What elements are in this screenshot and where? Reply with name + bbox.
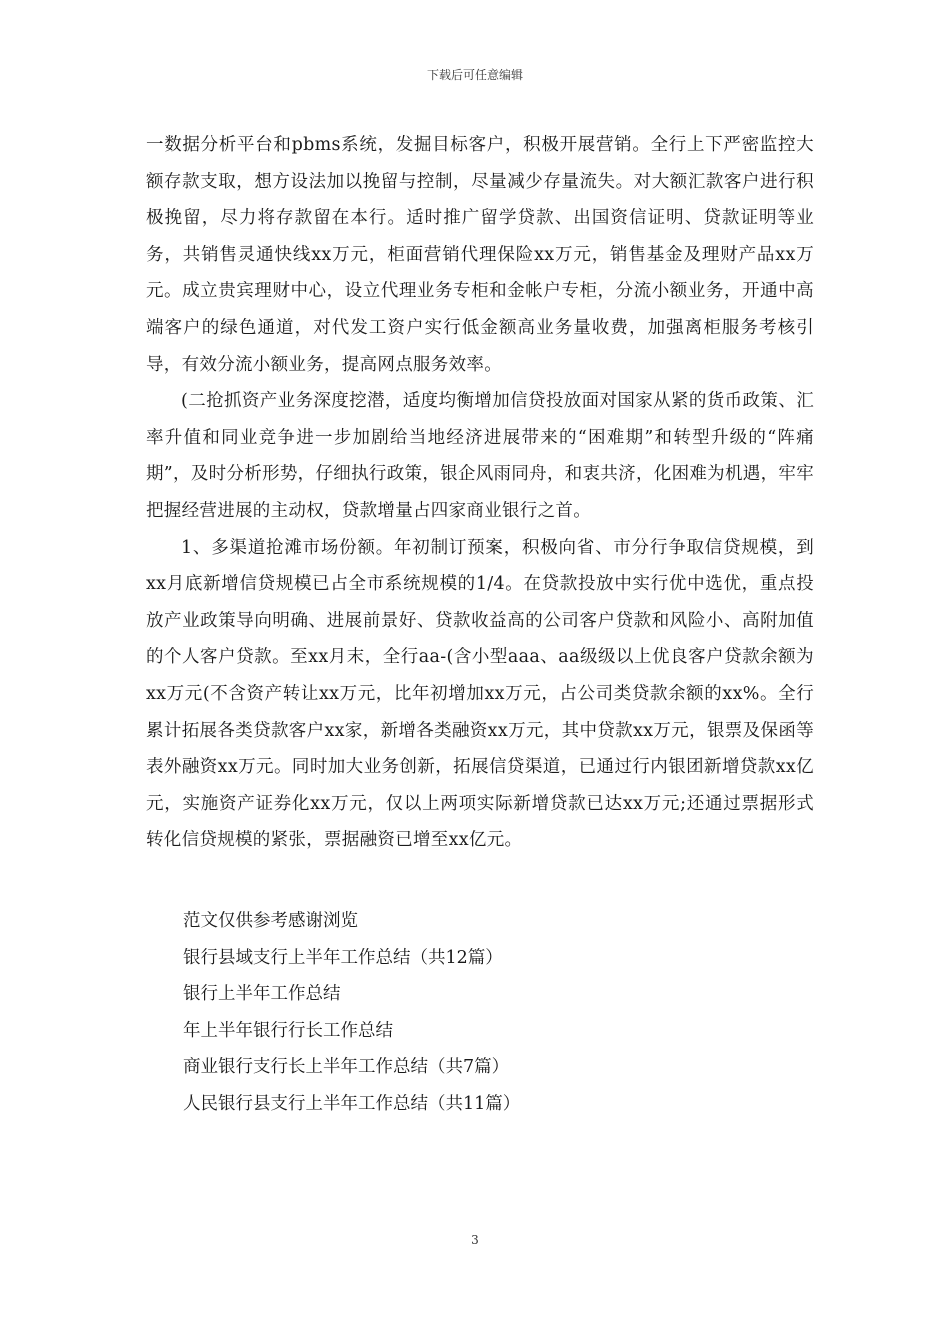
related-article-link[interactable]: 商业银行支行长上半年工作总结（共7篇） <box>183 1057 510 1078</box>
related-article-link[interactable]: 人民银行县支行上半年工作总结（共11篇） <box>183 1093 521 1114</box>
page-header-note: 下载后可任意编辑 <box>426 68 523 82</box>
related-articles-list <box>183 903 783 1123</box>
related-article-link[interactable]: 年上半年银行行长工作总结 <box>183 1020 393 1041</box>
paragraph-savings-marketing: 一数据分析平台和pbms系统，发掘目标客户，积极开展营销。全行上下严密监控大额存款支取，想方设法加以挽留与控制，尽量减少存量流失。对大额汇款客户进行积极挽留，尽力将存款留在本行。适时推广留学贷款、出国资信证明、贷款证明等业务，共销售灵通快线xx万元，柜面营销代理保险xx万元，销售基金及理财产品xx万元。成立贵宾理财中心，设立代理业务专柜和金帐户专柜，分流小额业务，开通中高端客户的绿色通道，对代发工资户实行低金额高业务量收费，加强离柜服务考核引导，有效分流小额业务，提高网点服务效率。 <box>146 135 814 375</box>
paragraph-market-share: 1、多渠道抢滩市场份额。年初制订预案，积极向省、市分行争取信贷规模，到xx月底新增信贷规模已占全市系统规模的1/4。在贷款投放中实行优中选优，重点投放产业政策导向明确、进展前景好、贷款收益高的公司客户贷款和风险小、高附加值的个人客户贷款。至xx月末，全行aa-(含小型aaa、aa级级以上优良客户贷款余额为xx万元(不含资产转让xx万元，比年初增加xx万元，占公司类贷款余额的xx%。全行累计拓展各类贷款客户xx家，新增各类融资xx万元，其中贷款xx万元，银票及保函等表外融资xx万元。同时加大业务创新，拓展信贷渠道，已通过行内银团新增贷款xx亿元，实施资产证券化xx万元，仅以上两项实际新增贷款已达xx万元;还通过票据形式转化信贷规模的紧张，票据融资已增至xx亿元。 <box>146 537 814 851</box>
related-article-link[interactable]: 银行上半年工作总结 <box>183 984 341 1005</box>
paragraph-asset-business: (二抢抓资产业务深度挖潜，适度均衡增加信贷投放面对国家从紧的货币政策、汇率升值和同业竞争进一步加剧给当地经济进展带来的“困难期”和转型升级的“阵痛期”，及时分析形势，仔细执行政策，银企风雨同舟，和衷共济，化困难为机遇，牢牢把握经营进展的主动权，贷款增量占四家商业银行之首。 <box>146 391 814 521</box>
related-article-link[interactable]: 银行县域支行上半年工作总结（共12篇） <box>183 947 503 968</box>
page-number: 3 <box>471 1233 479 1247</box>
reference-note: 范文仅供参考感谢浏览 <box>183 911 358 931</box>
document-body <box>146 127 814 859</box>
